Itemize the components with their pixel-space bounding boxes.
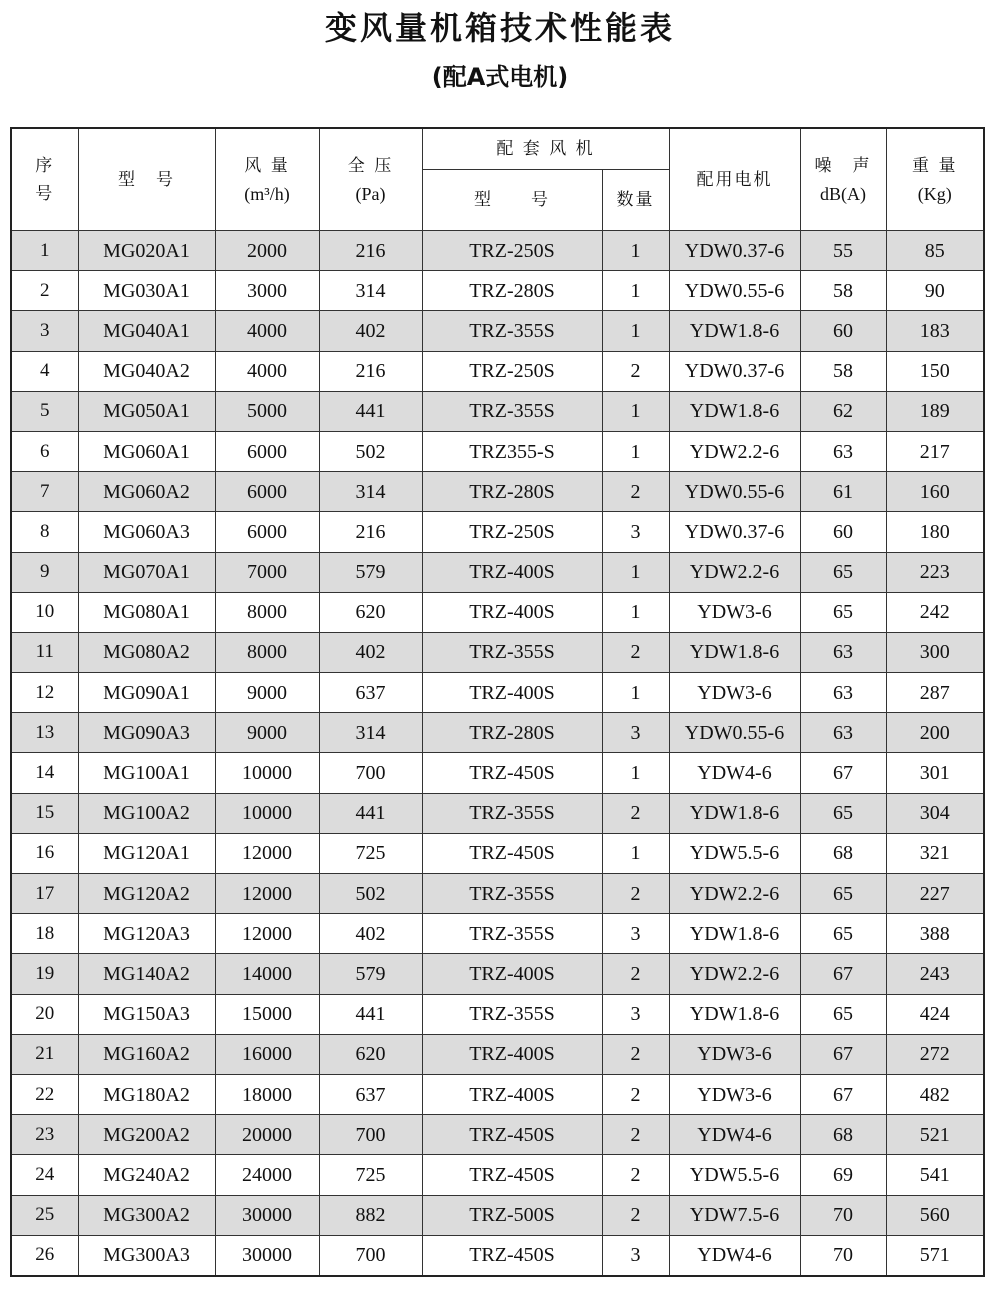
noise-cell: 58 [800,351,886,391]
header-weight [886,128,984,231]
fan-model-cell: TRZ-250S [422,351,602,391]
airflow-cell: 9000 [215,673,319,713]
header-weight-label: 重 量 [912,155,958,176]
fan-model-cell: TRZ-450S [422,1155,602,1195]
model-cell: MG040A1 [78,311,215,351]
weight-cell: 223 [886,552,984,592]
table-row [11,1034,984,1074]
fan-model-cell: TRZ-355S [422,874,602,914]
fan-model-cell: TRZ-450S [422,833,602,873]
noise-cell: 61 [800,472,886,512]
model-cell: MG080A2 [78,632,215,672]
header-fan-group: 配 套 风 机 [422,128,669,170]
fan-model-cell: TRZ-400S [422,954,602,994]
performance-table [10,127,985,1277]
model-cell: MG180A2 [78,1074,215,1114]
pressure-cell: 441 [319,391,422,431]
seq-cell: 2 [11,271,78,311]
header-pressure-label: 全 压 [347,155,394,176]
pressure-cell: 579 [319,552,422,592]
table-row [11,351,984,391]
pressure-cell: 700 [319,753,422,793]
header-pressure [319,128,422,231]
motor-cell: YDW1.8-6 [669,793,800,833]
pressure-cell: 579 [319,954,422,994]
fan-qty-cell: 1 [602,311,669,351]
fan-qty-cell: 3 [602,914,669,954]
motor-cell: YDW3-6 [669,1034,800,1074]
fan-qty-cell: 1 [602,271,669,311]
pressure-cell: 620 [319,592,422,632]
fan-model-cell: TRZ355-S [422,431,602,471]
fan-qty-cell: 1 [602,753,669,793]
airflow-cell: 10000 [215,793,319,833]
weight-cell: 541 [886,1155,984,1195]
fan-model-cell: TRZ-355S [422,793,602,833]
airflow-cell: 16000 [215,1034,319,1074]
model-cell: MG100A1 [78,753,215,793]
table-row [11,311,984,351]
model-cell: MG160A2 [78,1034,215,1074]
pressure-cell: 637 [319,1074,422,1114]
weight-cell: 180 [886,512,984,552]
weight-cell: 85 [886,231,984,271]
noise-cell: 67 [800,954,886,994]
model-cell: MG070A1 [78,552,215,592]
table-row [11,472,984,512]
airflow-cell: 18000 [215,1074,319,1114]
weight-cell: 272 [886,1034,984,1074]
airflow-cell: 14000 [215,954,319,994]
table-row [11,1235,984,1276]
fan-qty-cell: 2 [602,351,669,391]
motor-cell: YDW1.8-6 [669,391,800,431]
fan-model-cell: TRZ-280S [422,472,602,512]
motor-cell: YDW4-6 [669,1235,800,1276]
weight-cell: 183 [886,311,984,351]
weight-cell: 160 [886,472,984,512]
table-row [11,914,984,954]
pressure-cell: 725 [319,1155,422,1195]
seq-cell: 6 [11,431,78,471]
fan-qty-cell: 2 [602,632,669,672]
noise-cell: 63 [800,431,886,471]
motor-cell: YDW0.55-6 [669,713,800,753]
motor-cell: YDW0.55-6 [669,271,800,311]
fan-qty-cell: 3 [602,713,669,753]
motor-cell: YDW3-6 [669,673,800,713]
seq-cell: 9 [11,552,78,592]
fan-qty-cell: 1 [602,592,669,632]
noise-cell: 67 [800,1034,886,1074]
weight-cell: 304 [886,793,984,833]
seq-cell: 17 [11,874,78,914]
seq-cell: 26 [11,1235,78,1276]
fan-model-cell: TRZ-355S [422,632,602,672]
pressure-cell: 502 [319,431,422,471]
weight-cell: 424 [886,994,984,1034]
seq-cell: 4 [11,351,78,391]
pressure-cell: 882 [319,1195,422,1235]
weight-cell: 521 [886,1115,984,1155]
table-row [11,592,984,632]
fan-qty-cell: 1 [602,431,669,471]
header-seq: 序 号 [11,128,78,231]
weight-cell: 243 [886,954,984,994]
motor-cell: YDW0.37-6 [669,512,800,552]
motor-cell: YDW2.2-6 [669,954,800,994]
noise-cell: 58 [800,271,886,311]
motor-cell: YDW0.55-6 [669,472,800,512]
header-motor: 配用电机 [669,128,800,231]
fan-qty-cell: 2 [602,1195,669,1235]
table-row [11,793,984,833]
table-row [11,231,984,271]
seq-cell: 8 [11,512,78,552]
noise-cell: 67 [800,753,886,793]
noise-cell: 67 [800,1074,886,1114]
motor-cell: YDW2.2-6 [669,552,800,592]
model-cell: MG120A1 [78,833,215,873]
motor-cell: YDW7.5-6 [669,1195,800,1235]
fan-qty-cell: 1 [602,673,669,713]
fan-qty-cell: 3 [602,994,669,1034]
pressure-cell: 441 [319,994,422,1034]
model-cell: MG020A1 [78,231,215,271]
noise-cell: 65 [800,994,886,1034]
model-cell: MG100A2 [78,793,215,833]
model-cell: MG060A1 [78,431,215,471]
noise-cell: 55 [800,231,886,271]
noise-cell: 62 [800,391,886,431]
pressure-cell: 314 [319,472,422,512]
fan-model-cell: TRZ-400S [422,552,602,592]
fan-model-cell: TRZ-450S [422,1115,602,1155]
fan-qty-cell: 2 [602,1074,669,1114]
motor-cell: YDW0.37-6 [669,351,800,391]
table-row [11,632,984,672]
fan-qty-cell: 1 [602,391,669,431]
airflow-cell: 6000 [215,472,319,512]
weight-cell: 301 [886,753,984,793]
fan-model-cell: TRZ-250S [422,512,602,552]
header-airflow-unit: (m³/h) [244,183,290,204]
airflow-cell: 12000 [215,833,319,873]
airflow-cell: 9000 [215,713,319,753]
motor-cell: YDW1.8-6 [669,914,800,954]
weight-cell: 560 [886,1195,984,1235]
weight-cell: 150 [886,351,984,391]
fan-qty-cell: 2 [602,874,669,914]
model-cell: MG030A1 [78,271,215,311]
airflow-cell: 15000 [215,994,319,1034]
weight-cell: 321 [886,833,984,873]
seq-cell: 7 [11,472,78,512]
seq-cell: 13 [11,713,78,753]
table-row [11,1074,984,1114]
airflow-cell: 8000 [215,592,319,632]
seq-cell: 21 [11,1034,78,1074]
model-cell: MG120A3 [78,914,215,954]
fan-qty-cell: 1 [602,833,669,873]
noise-cell: 69 [800,1155,886,1195]
seq-cell: 12 [11,673,78,713]
noise-cell: 65 [800,914,886,954]
header-pressure-unit: (Pa) [355,183,386,204]
airflow-cell: 4000 [215,351,319,391]
fan-qty-cell: 3 [602,512,669,552]
seq-cell: 18 [11,914,78,954]
seq-cell: 20 [11,994,78,1034]
airflow-cell: 10000 [215,753,319,793]
table-row [11,713,984,753]
header-airflow [215,128,319,231]
seq-cell: 19 [11,954,78,994]
motor-cell: YDW1.8-6 [669,632,800,672]
model-cell: MG080A1 [78,592,215,632]
table-row [11,1155,984,1195]
fan-qty-cell: 1 [602,231,669,271]
noise-cell: 65 [800,874,886,914]
table-row [11,994,984,1034]
weight-cell: 217 [886,431,984,471]
noise-cell: 63 [800,632,886,672]
weight-cell: 242 [886,592,984,632]
pressure-cell: 314 [319,713,422,753]
airflow-cell: 3000 [215,271,319,311]
airflow-cell: 30000 [215,1195,319,1235]
fan-model-cell: TRZ-250S [422,231,602,271]
table-row [11,391,984,431]
fan-model-cell: TRZ-355S [422,994,602,1034]
motor-cell: YDW4-6 [669,753,800,793]
motor-cell: YDW1.8-6 [669,311,800,351]
fan-qty-cell: 2 [602,1034,669,1074]
table-row [11,753,984,793]
noise-cell: 70 [800,1195,886,1235]
weight-cell: 90 [886,271,984,311]
noise-cell: 70 [800,1235,886,1276]
fan-model-cell: TRZ-450S [422,753,602,793]
fan-qty-cell: 3 [602,1235,669,1276]
motor-cell: YDW2.2-6 [669,431,800,471]
header-noise [800,128,886,231]
seq-cell: 22 [11,1074,78,1114]
seq-cell: 15 [11,793,78,833]
pressure-cell: 502 [319,874,422,914]
weight-cell: 482 [886,1074,984,1114]
motor-cell: YDW4-6 [669,1115,800,1155]
pressure-cell: 216 [319,231,422,271]
airflow-cell: 30000 [215,1235,319,1276]
weight-cell: 287 [886,673,984,713]
page-title: 变风量机箱技术性能表 [324,9,675,47]
table-row [11,512,984,552]
noise-cell: 65 [800,793,886,833]
page-subtitle: (配A式电机) [431,63,569,91]
table-row [11,833,984,873]
noise-cell: 60 [800,311,886,351]
model-cell: MG060A2 [78,472,215,512]
model-cell: MG150A3 [78,994,215,1034]
header-airflow-label: 风 量 [244,155,290,176]
airflow-cell: 4000 [215,311,319,351]
seq-cell: 14 [11,753,78,793]
seq-cell: 24 [11,1155,78,1195]
seq-cell: 1 [11,231,78,271]
noise-cell: 65 [800,552,886,592]
seq-cell: 16 [11,833,78,873]
fan-model-cell: TRZ-280S [422,713,602,753]
model-cell: MG090A3 [78,713,215,753]
fan-model-cell: TRZ-500S [422,1195,602,1235]
weight-cell: 189 [886,391,984,431]
airflow-cell: 6000 [215,512,319,552]
table-row [11,874,984,914]
motor-cell: YDW5.5-6 [669,1155,800,1195]
motor-cell: YDW2.2-6 [669,874,800,914]
fan-model-cell: TRZ-355S [422,391,602,431]
motor-cell: YDW3-6 [669,1074,800,1114]
table-row [11,954,984,994]
seq-cell: 25 [11,1195,78,1235]
fan-qty-cell: 2 [602,472,669,512]
model-cell: MG240A2 [78,1155,215,1195]
fan-qty-cell: 2 [602,954,669,994]
header-model: 型 号 [78,128,215,231]
noise-cell: 68 [800,833,886,873]
airflow-cell: 7000 [215,552,319,592]
model-cell: MG060A3 [78,512,215,552]
pressure-cell: 700 [319,1235,422,1276]
model-cell: MG200A2 [78,1115,215,1155]
seq-cell: 10 [11,592,78,632]
table-row [11,271,984,311]
pressure-cell: 216 [319,512,422,552]
fan-qty-cell: 2 [602,1155,669,1195]
airflow-cell: 8000 [215,632,319,672]
fan-model-cell: TRZ-280S [422,271,602,311]
table-row [11,1115,984,1155]
weight-cell: 571 [886,1235,984,1276]
model-cell: MG090A1 [78,673,215,713]
seq-cell: 5 [11,391,78,431]
table-body [11,231,984,1276]
fan-qty-cell: 2 [602,793,669,833]
airflow-cell: 6000 [215,431,319,471]
seq-cell: 23 [11,1115,78,1155]
pressure-cell: 402 [319,914,422,954]
pressure-cell: 725 [319,833,422,873]
fan-model-cell: TRZ-400S [422,592,602,632]
seq-cell: 3 [11,311,78,351]
motor-cell: YDW3-6 [669,592,800,632]
airflow-cell: 2000 [215,231,319,271]
model-cell: MG140A2 [78,954,215,994]
seq-cell: 11 [11,632,78,672]
header-noise-label: 噪 声 [814,155,872,176]
motor-cell: YDW5.5-6 [669,833,800,873]
model-cell: MG050A1 [78,391,215,431]
table-row [11,431,984,471]
pressure-cell: 700 [319,1115,422,1155]
motor-cell: YDW0.37-6 [669,231,800,271]
noise-cell: 68 [800,1115,886,1155]
model-cell: MG040A2 [78,351,215,391]
airflow-cell: 20000 [215,1115,319,1155]
fan-qty-cell: 1 [602,552,669,592]
header-fan-model: 型 号 [422,170,602,231]
airflow-cell: 12000 [215,914,319,954]
airflow-cell: 12000 [215,874,319,914]
airflow-cell: 24000 [215,1155,319,1195]
table-row [11,673,984,713]
pressure-cell: 637 [319,673,422,713]
fan-model-cell: TRZ-355S [422,914,602,954]
model-cell: MG300A2 [78,1195,215,1235]
table-row [11,552,984,592]
weight-cell: 300 [886,632,984,672]
noise-cell: 60 [800,512,886,552]
fan-model-cell: TRZ-450S [422,1235,602,1276]
model-cell: MG300A3 [78,1235,215,1276]
table-row [11,1195,984,1235]
model-cell: MG120A2 [78,874,215,914]
pressure-cell: 314 [319,271,422,311]
fan-model-cell: TRZ-400S [422,673,602,713]
pressure-cell: 441 [319,793,422,833]
weight-cell: 388 [886,914,984,954]
pressure-cell: 402 [319,632,422,672]
fan-qty-cell: 2 [602,1115,669,1155]
noise-cell: 63 [800,673,886,713]
weight-cell: 227 [886,874,984,914]
motor-cell: YDW1.8-6 [669,994,800,1034]
pressure-cell: 402 [319,311,422,351]
pressure-cell: 620 [319,1034,422,1074]
airflow-cell: 5000 [215,391,319,431]
pressure-cell: 216 [319,351,422,391]
header-fan-qty: 数量 [602,170,669,231]
noise-cell: 65 [800,592,886,632]
weight-cell: 200 [886,713,984,753]
header-noise-unit: dB(A) [820,183,866,204]
fan-model-cell: TRZ-400S [422,1034,602,1074]
fan-model-cell: TRZ-355S [422,311,602,351]
header-weight-unit: (Kg) [917,183,952,204]
fan-model-cell: TRZ-400S [422,1074,602,1114]
noise-cell: 63 [800,713,886,753]
